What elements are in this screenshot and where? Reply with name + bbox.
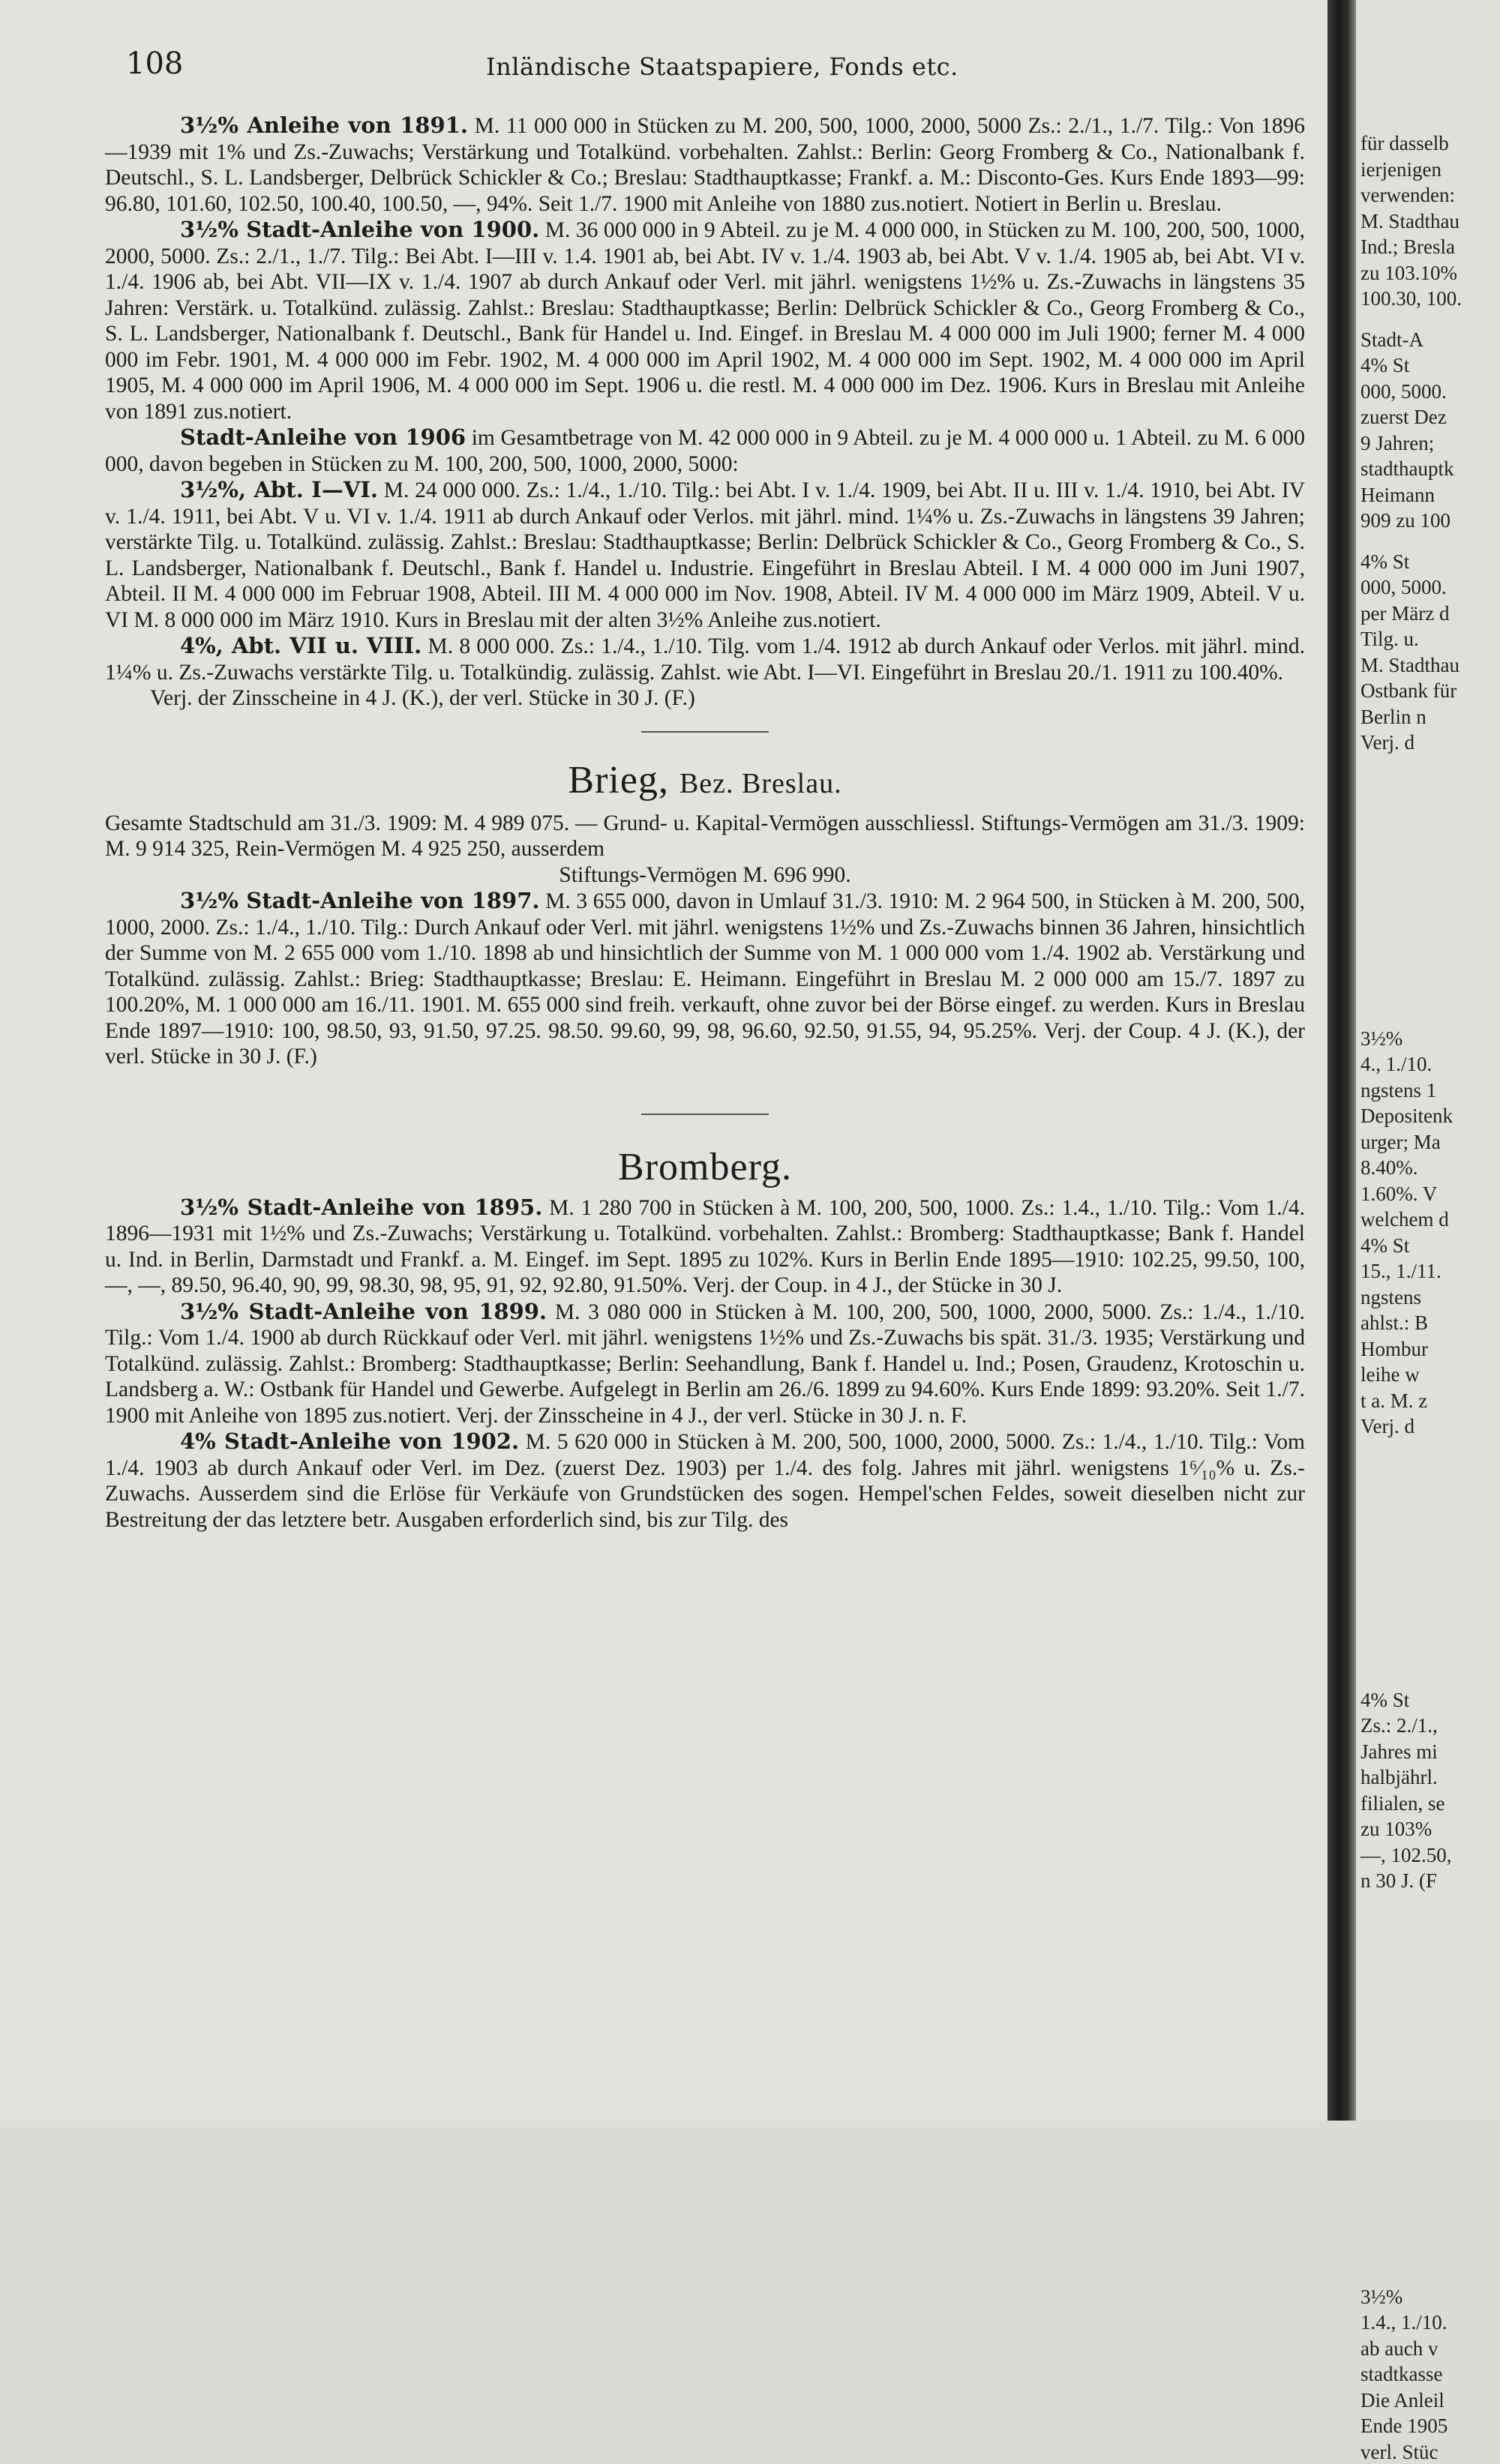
facing-page-text: M. Stadthau bbox=[1360, 653, 1460, 676]
loan-body: M. 1 280 700 in Stücken à M. 100, 200, 500, 1000. Zs.: 1.4., 1./10. Tilg.: Vom 1./4. 1896—1931 mit 1½% und Zs.-Zuwachs; Verstärkung u. Totalkünd. vorbehalten. Zahlst.: Bromberg: Stadthauptkasse; Bank f. Handel u. Ind. in Berlin, Darmstadt und Frankf. a. M. Eingef. im Sept. 1895 zu 102%. Kurs in Berlin Ende 1895—1910: 102.25, 99.50, 100, —, —, 89.50, 96.40, 90, 99, 98.30, 98, 95, 91, 92, 92.80, 91.50%. Verj. der Coup. in 4 J., der Stücke in 30 J. bbox=[105, 1195, 1305, 1297]
facing-page-text: Stadt-A bbox=[1360, 328, 1424, 351]
facing-page-text: 000, 5000. bbox=[1360, 576, 1447, 598]
facing-page-text: 100.30, 100. bbox=[1360, 287, 1462, 310]
facing-page-text: Verj. d bbox=[1360, 1415, 1414, 1437]
bromberg-loan-1895 bbox=[105, 1195, 1305, 1299]
facing-page-text: 000, 5000. bbox=[1360, 379, 1447, 403]
facing-page-text: Berlin n bbox=[1360, 705, 1426, 728]
facing-page-text: stadtkasse bbox=[1360, 2363, 1443, 2385]
facing-page-text: ab auch v bbox=[1360, 2337, 1438, 2360]
facing-page-text: —, 102.50, bbox=[1360, 1843, 1452, 1866]
loan-heading: 4% Stadt-Anleihe von 1902. bbox=[180, 1428, 520, 1454]
page-content bbox=[105, 112, 1305, 1533]
facing-page-text: Verj. d bbox=[1360, 731, 1414, 754]
brieg-endowment: Stiftungs-Vermögen M. 696 990. bbox=[559, 862, 851, 887]
loan-body: M. 3 080 000 in Stücken à M. 100, 200, 500, 1000, 2000, 5000. Zs.: 1./4., 1./10. Tilg.: Vom 1./4. 1900 ab durch Rückkauf oder Verl. mit jährl. wenigstens 1½% und Zs.-Zuwachs bis spät. 31./3. 1935; Verstärkung und Totalkünd. zulässig. Zahlst.: Bromberg: Stadthauptkasse; Berlin: Seehandlung, Bank f. Handel u. Ind.; Posen, Graudenz, Krotoschin u. Landsberg a. W.: Ostbank für Handel und Gewerbe. Aufgelegt in Berlin am 26./6. 1899 zu 94.60%. Kurs Ende 1899: 93.20%. Seit 1./7. 1900 mit Anleihe von 1895 zus.notiert. Verj. der Zinsscheine in 4 J., der verl. Stücke in 30 J. n. F. bbox=[105, 1299, 1305, 1428]
facing-page-text: ngstens 1 bbox=[1360, 1078, 1437, 1102]
facing-page-text: stadthauptk bbox=[1360, 457, 1454, 480]
section-divider bbox=[641, 731, 769, 733]
breslau-loan-1891 bbox=[105, 112, 1305, 217]
loan-body: M. 11 000 000 in Stücken zu M. 200, 500, 1000, 2000, 5000 Zs.: 2./1., 1./7. Tilg.: Von 1896—1939 mit 1% und Zs.-Zuwachs; Verstärkung und Totalkünd. vorbehalten. Zahlst.: Berlin: Georg Fromberg & Co., Nationalbank f. Deutschl., S. L. Landsberger, Delbrück Schickler & Co.; Breslau: Stadthauptkasse; Frankf. a. M.: Disconto-Ges. Kurs Ende 1893—99: 96.80, 101.60, 102.50, 100.40, 100.50, —, 94%. Seit 1./7. 1900 mit Anleihe von 1880 zus.notiert. Notiert in Berlin u. Breslau. bbox=[105, 114, 1306, 216]
loan-heading: 4%, Abt. VII u. VIII. bbox=[180, 633, 422, 658]
facing-page-text: t a. M. z bbox=[1360, 1389, 1428, 1412]
facing-page-text: 4% St bbox=[1360, 1688, 1410, 1711]
facing-page-text: Hombur bbox=[1360, 1337, 1428, 1360]
facing-page-text: ngstens bbox=[1360, 1285, 1421, 1308]
loan-heading: 3½% Stadt-Anleihe von 1895. bbox=[180, 1194, 543, 1220]
city-name: Bromberg. bbox=[618, 1145, 792, 1189]
city-name: Brieg, bbox=[568, 758, 669, 802]
loan-heading: 3½% Anleihe von 1891. bbox=[180, 112, 468, 138]
loan-body: M. 36 000 000 in 9 Abteil. zu je M. 4 000 000, in Stücken zu M. 100, 200, 500, 1000, 2000, 5000. Zs.: 2./1., 1./7. Tilg.: Bei Abt. I—III v. 1.4. 1901 ab, bei Abt. IV v. 1./4. 1903 ab, bei Abt. V v. 1./4. 1905 ab, bei Abt. VI v. 1./4. 1906 ab, bei Abt. VII—IX v. 1./4. 1907 ab durch Ankauf oder Verl. mit jährl. wenigstens 1½% u. Zs.-Zuwachs in längstens 35 Jahren: Verstärk. u. Totalkünd. zulässig. Zahlst.: Breslau: Stadthauptkasse; Berlin: Delbrück Schickler & Co., Georg Fromberg & Co., S. L. Landsberger, Nationalbank f. Deutschl., Bank für Handel u. Ind. Eingef. in Breslau M. 4 000 000 im Juli 1900; ferner M. 4 000 000 im Febr. 1901, M. 4 000 000 im Febr. 1902, M. 4 000 000 im April 1902, M. 4 000 000 im Sept. 1902, M. 4 000 000 im April 1905, M. 4 000 000 im April 1906, M. 4 000 000 im Sept. 1906 u. die restl. M. 4 000 000 im Dez. 1906. Kurs in Breslau mit Anleihe von 1891 zus.notiert. bbox=[105, 218, 1305, 424]
facing-page-text: 1.4., 1./10. bbox=[1360, 2311, 1448, 2334]
section-divider bbox=[641, 1114, 769, 1115]
breslau-loan-1906 bbox=[105, 424, 1305, 477]
facing-page-text: filialen, se bbox=[1360, 1791, 1445, 1815]
facing-page-text: welchem d bbox=[1360, 1208, 1449, 1231]
facing-page-text: für dasselb bbox=[1360, 132, 1449, 154]
facing-page-text: Ind.; Bresla bbox=[1360, 235, 1455, 258]
facing-page-text: 1.60%. V bbox=[1360, 1182, 1438, 1205]
facing-page-text: 4% St bbox=[1360, 1233, 1410, 1257]
loan-body: M. 3 655 000, davon in Umlauf 31./3. 1910: M. 2 964 500, in Stücken à M. 200, 500, 1000, 2000. Zs.: 1./4., 1./10. Tilg.: Durch Ankauf oder Verl. mit jährl. wenigstens 1½% und Zs.-Zuwachs binnen 36 Jahren, hinsichtlich der Summe von M. 2 655 000 vom 1./10. 1898 ab und hinsichtlich der Summe von M. 1 000 000 vom 1./4. 1902 ab. Verstärkung und Totalkünd. zulässig. Zahlst.: Brieg: Stadthauptkasse; Breslau: E. Heimann. Eingeführt in Breslau M. 2 000 000 am 15./7. 1897 zu 100.20%, M. 1 000 000 am 16./11. 1901. M. 655 000 sind freih. verkauft, ohne zuvor bei der Börse eingef. zu werden. Kurs in Breslau Ende 1897—1910: 100, 98.50, 93, 91.50, 97.25. 98.50. 99.60, 99, 98, 96.60, 92.50, 91.55, 94, 95.25%. Verj. der Coup. 4 J. (K.), der verl. Stücke in 30 J. (F.) bbox=[105, 889, 1305, 1069]
facing-page-text: ahlst.: B bbox=[1360, 1311, 1429, 1334]
loan-heading: 3½% Stadt-Anleihe von 1900. bbox=[180, 217, 540, 242]
facing-page-text: Ostbank für bbox=[1360, 679, 1457, 702]
facing-page-text: 8.40%. bbox=[1360, 1156, 1418, 1179]
facing-page-text: 15., 1./11. bbox=[1360, 1260, 1442, 1282]
loan-heading: 3½%, Abt. I—VI. bbox=[180, 477, 378, 502]
bromberg-loan-1899 bbox=[105, 1299, 1305, 1429]
facing-page-text: halbjährl. bbox=[1360, 1766, 1438, 1788]
breslau-abt-7-8 bbox=[105, 633, 1305, 685]
city-district: Bez. Breslau. bbox=[679, 767, 842, 799]
page-number: 108 bbox=[126, 46, 184, 81]
facing-page-text: Depositenk bbox=[1360, 1105, 1453, 1127]
city-heading-brieg bbox=[105, 758, 1305, 806]
facing-page-text: Ende 1905 bbox=[1360, 2415, 1448, 2437]
facing-page-text: 3½% bbox=[1360, 1027, 1403, 1050]
bromberg-loan-1902 bbox=[105, 1428, 1305, 1533]
facing-page-text: Jahres mi bbox=[1360, 1740, 1438, 1763]
facing-page-text: leihe w bbox=[1360, 1363, 1420, 1386]
facing-page-text: urger; Ma bbox=[1360, 1130, 1441, 1153]
breslau-verj-note: Verj. der Zinsscheine in 4 J. (K.), der verl. Stücke in 30 J. (F.) bbox=[150, 686, 695, 710]
facing-page-text: 9 Jahren; bbox=[1360, 431, 1435, 454]
running-title: Inländische Staatspapiere, Fonds etc. bbox=[486, 52, 958, 81]
breslau-abt-1-6 bbox=[105, 477, 1305, 633]
facing-page-text: zu 103.10% bbox=[1360, 261, 1457, 284]
loan-body: M. 8 000 000. Zs.: 1./4., 1./10. Tilg. vom 1./4. 1912 ab durch Ankauf oder Verlos. mit jährl. mind. 1¼% u. Zs.-Zuwachs verstärkte Tilg. u. Totalkündig. zulässig. Zahlst. wie Abt. I—VI. Eingeführt in Breslau 20./1. 1911 zu 100.40%. bbox=[105, 634, 1305, 685]
book-gutter bbox=[1328, 0, 1356, 2121]
facing-page-text: Heimann bbox=[1360, 483, 1435, 506]
facing-page-text: 909 zu 100 bbox=[1360, 509, 1450, 532]
facing-page-fragment bbox=[1356, 0, 1500, 2463]
facing-page-text: verwenden: bbox=[1360, 184, 1455, 206]
breslau-loan-1900 bbox=[105, 217, 1305, 424]
facing-page-text: zu 103% bbox=[1360, 1818, 1432, 1840]
page-header bbox=[126, 46, 1296, 84]
city-heading-bromberg bbox=[105, 1145, 1305, 1190]
facing-page-text: Tilg. u. bbox=[1360, 628, 1419, 650]
facing-page-text: 3½% bbox=[1360, 2285, 1403, 2308]
brieg-debt-summary: Gesamte Stadtschuld am 31./3. 1909: M. 4 989 075. — Grund- u. Kapital-Vermögen ausschliessl. Stiftungs-Vermögen am 31./3. 1909: M. 9 914 325, Rein-Vermögen M. 4 925 250, ausserdem bbox=[105, 811, 1305, 861]
facing-page-text: verl. Stüc bbox=[1360, 2440, 1438, 2463]
facing-page-text: Die Anleil bbox=[1360, 2388, 1444, 2412]
loan-heading: Stadt-Anleihe von 1906 bbox=[180, 424, 466, 450]
brieg-loan-1897 bbox=[105, 888, 1305, 1070]
facing-page-text: n 30 J. (F bbox=[1360, 1869, 1438, 1892]
loan-heading: 3½% Stadt-Anleihe von 1899. bbox=[180, 1298, 548, 1324]
facing-page-text: 4., 1./10. bbox=[1360, 1053, 1432, 1075]
loan-body: M. 5 620 000 in Stücken à M. 200, 500, 1000, 2000, 5000. Zs.: 1./4., 1./10. Tilg.: Vom 1./4. 1903 ab durch Ankauf oder Verl. im Dez. (zuerst Dez. 1903) per 1./4. des folg. Jahres mit jährl. wenigstens 1⁶⁄₁₀% u. Zs.-Zuwachs. Ausserdem sind die Erlöse für Verkäufe von Grundstücken des sogen. Hempel'schen Feldes, soweit dieselben nicht zur Bestreitung der das letztere betr. Ausgaben erforderlich sind, bis zur Tilg. des bbox=[105, 1430, 1305, 1532]
facing-page-text: zuerst Dez bbox=[1360, 406, 1447, 428]
facing-page-text: ierjenigen bbox=[1360, 157, 1442, 181]
loan-heading: 3½% Stadt-Anleihe von 1897. bbox=[180, 888, 540, 913]
loan-body: im Gesamtbetrage von M. 42 000 000 in 9 Abteil. zu je M. 4 000 000 u. 1 Abteil. zu M. 6 000 000, davon begeben in Stücken zu M. 100, 200, 500, 1000, 2000, 5000: bbox=[105, 426, 1305, 476]
facing-page-text: per März d bbox=[1360, 601, 1450, 625]
facing-page-text: 4% St bbox=[1360, 354, 1410, 376]
facing-page-text: Zs.: 2./1., bbox=[1360, 1714, 1438, 1737]
loan-body: M. 24 000 000. Zs.: 1./4., 1./10. Tilg.: bei Abt. I v. 1./4. 1909, bei Abt. II u. III v. 1./4. 1910, bei Abt. IV v. 1./4. 1911, bei Abt. V u. VI v. 1./4. 1911 ab durch Ankauf oder Verlos. mit jährl. mind. 1¼% u. Zs.-Zuwachs in längstens 39 Jahren; verstärkte Tilg. u. Totalkünd. zulässig. Zahlst.: Breslau: Stadthauptkasse; Berlin: Delbrück Schickler & Co., Georg Fromberg & Co., S. L. Landsberger, Nationalbank f. Deutschl., Bank f. Handel u. Industrie. Eingeführt in Breslau Abteil. I M. 4 000 000 im Juni 1907, Abteil. II M. 4 000 000 im Februar 1908, Abteil. III M. 4 000 000 im Nov. 1908, Abteil. IV M. 4 000 000 im März 1909, Abteil. V u. VI M. 8 000 000 im März 1910. Kurs in Breslau mit der alten 3½% Anleihe zus.notiert. bbox=[105, 478, 1306, 632]
facing-page-text: 4% St bbox=[1360, 550, 1410, 573]
facing-page-text: M. Stadthau bbox=[1360, 209, 1460, 232]
